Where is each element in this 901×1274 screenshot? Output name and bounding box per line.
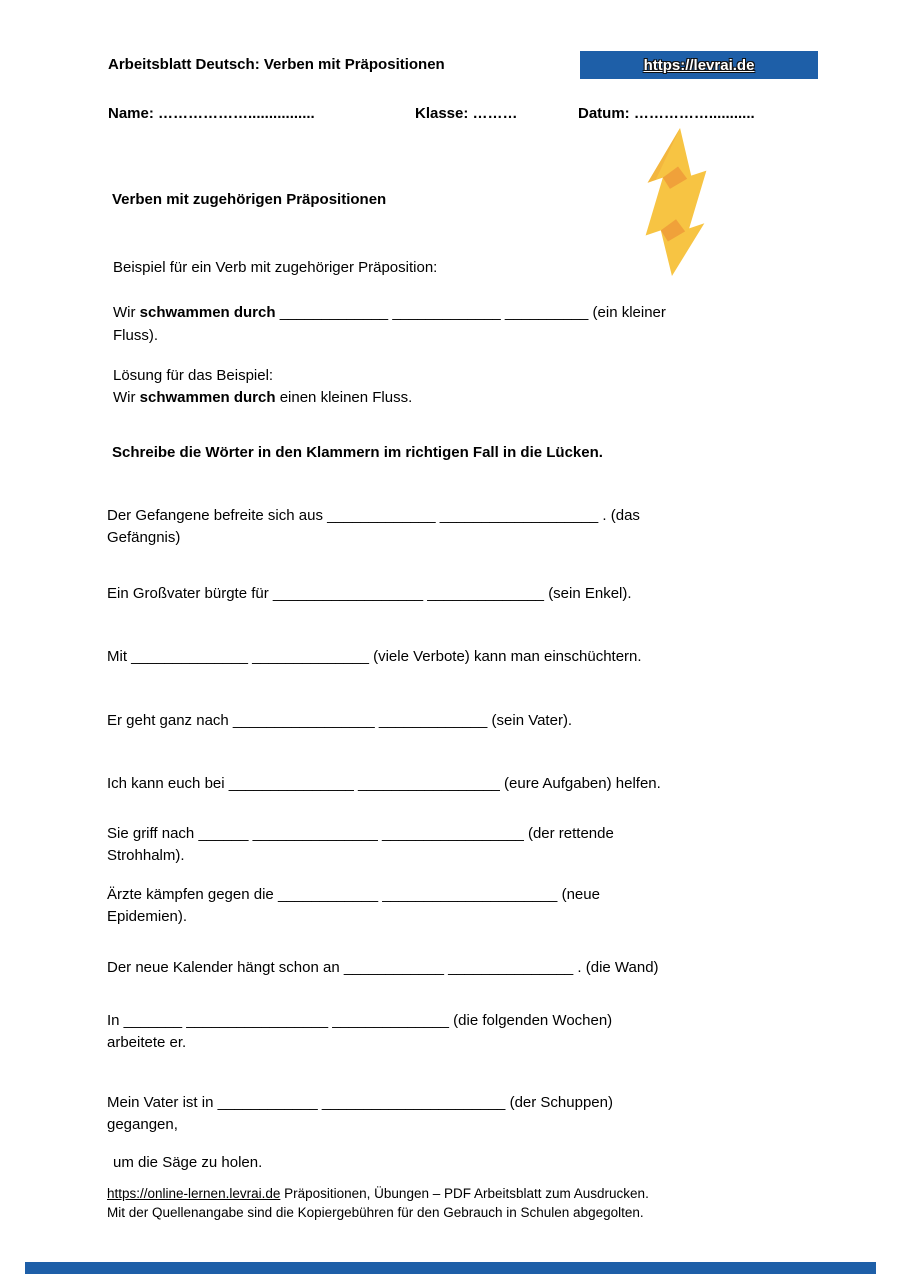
question-line: Der Gefangene befreite sich aus _____________ ___________________ . (das	[107, 507, 640, 524]
bottom-accent-bar	[25, 1262, 876, 1274]
question-line: Epidemien).	[107, 908, 188, 925]
name-field: Name: ………………................	[108, 105, 315, 122]
question-line: In _______ _________________ ______________ (die folgenden Wochen)	[107, 1012, 613, 1029]
question-1	[107, 505, 640, 549]
levrai-link-box[interactable]	[580, 51, 818, 79]
footer-text: Präpositionen, Übungen – PDF Arbeitsblatt zum Ausdrucken.	[280, 1186, 649, 1201]
solution-rest: einen kleinen Fluss.	[275, 389, 413, 406]
question-line: Mit ______________ ______________ (viele Verbote) kann man einschüchtern.	[107, 648, 642, 665]
question-9	[107, 1010, 612, 1054]
solution-verb-bold: schwammen durch	[139, 389, 276, 406]
question-5	[107, 773, 661, 795]
question-4	[107, 710, 572, 732]
question-line: Sie griff nach ______ _______________ _________________ (der rettende	[107, 825, 614, 842]
solution-prefix: Wir	[113, 389, 140, 406]
task-instruction: Schreibe die Wörter in den Klammern im richtigen Fall in die Lücken.	[112, 444, 603, 461]
page-title: Arbeitsblatt Deutsch: Verben mit Präpositionen	[108, 56, 445, 73]
question-3	[107, 646, 642, 668]
question-line: arbeitete er.	[107, 1034, 187, 1051]
question-line: Der neue Kalender hängt schon an ____________ _______________ . (die Wand)	[107, 959, 659, 976]
question-line: Er geht ganz nach _________________ _____________ (sein Vater).	[107, 712, 573, 729]
levrai-link-label[interactable]: https://levrai.de	[643, 56, 755, 74]
question-7	[107, 884, 600, 928]
lightning-bolt-icon	[642, 126, 710, 283]
question-2	[107, 583, 632, 605]
example-intro: Beispiel für ein Verb mit zugehöriger Präposition:	[113, 259, 438, 276]
example-verb-bold: schwammen durch	[139, 304, 276, 321]
question-line: Ärzte kämpfen gegen die ____________ _____________________ (neue	[107, 886, 600, 903]
question-line: Mein Vater ist in ____________ ______________________ (der Schuppen)	[107, 1094, 613, 1111]
example-sentence-line1	[113, 302, 666, 324]
closing-line: um die Säge zu holen.	[113, 1154, 263, 1171]
solution-label: Lösung für das Beispiel:	[113, 367, 274, 384]
question-8	[107, 957, 659, 979]
question-10	[107, 1092, 613, 1136]
solution-line	[113, 387, 412, 409]
question-line: gegangen,	[107, 1116, 178, 1133]
footer-line-2: Mit der Quellenangabe sind die Kopiergebühren für den Gebrauch in Schulen abgegolten.	[107, 1205, 644, 1220]
footer-link[interactable]: https://online-lernen.levrai.de	[107, 1186, 281, 1201]
datum-field: Datum: ……………...........	[578, 105, 755, 122]
example-blanks: _____________ _____________ __________ (ein kleiner	[275, 304, 666, 321]
example-sentence-line2: Fluss).	[113, 327, 158, 344]
footer-line-1	[107, 1184, 649, 1203]
section-title: Verben mit zugehörigen Präpositionen	[112, 191, 387, 208]
question-line: Ich kann euch bei _______________ _________________ (eure Aufgaben) helfen.	[107, 775, 661, 792]
question-line: Ein Großvater bürgte für __________________ ______________ (sein Enkel).	[107, 585, 632, 602]
question-line: Gefängnis)	[107, 529, 181, 546]
klasse-field: Klasse: ………	[415, 105, 518, 122]
question-line: Strohhalm).	[107, 847, 185, 864]
example-prefix: Wir	[113, 304, 140, 321]
question-6	[107, 823, 614, 867]
